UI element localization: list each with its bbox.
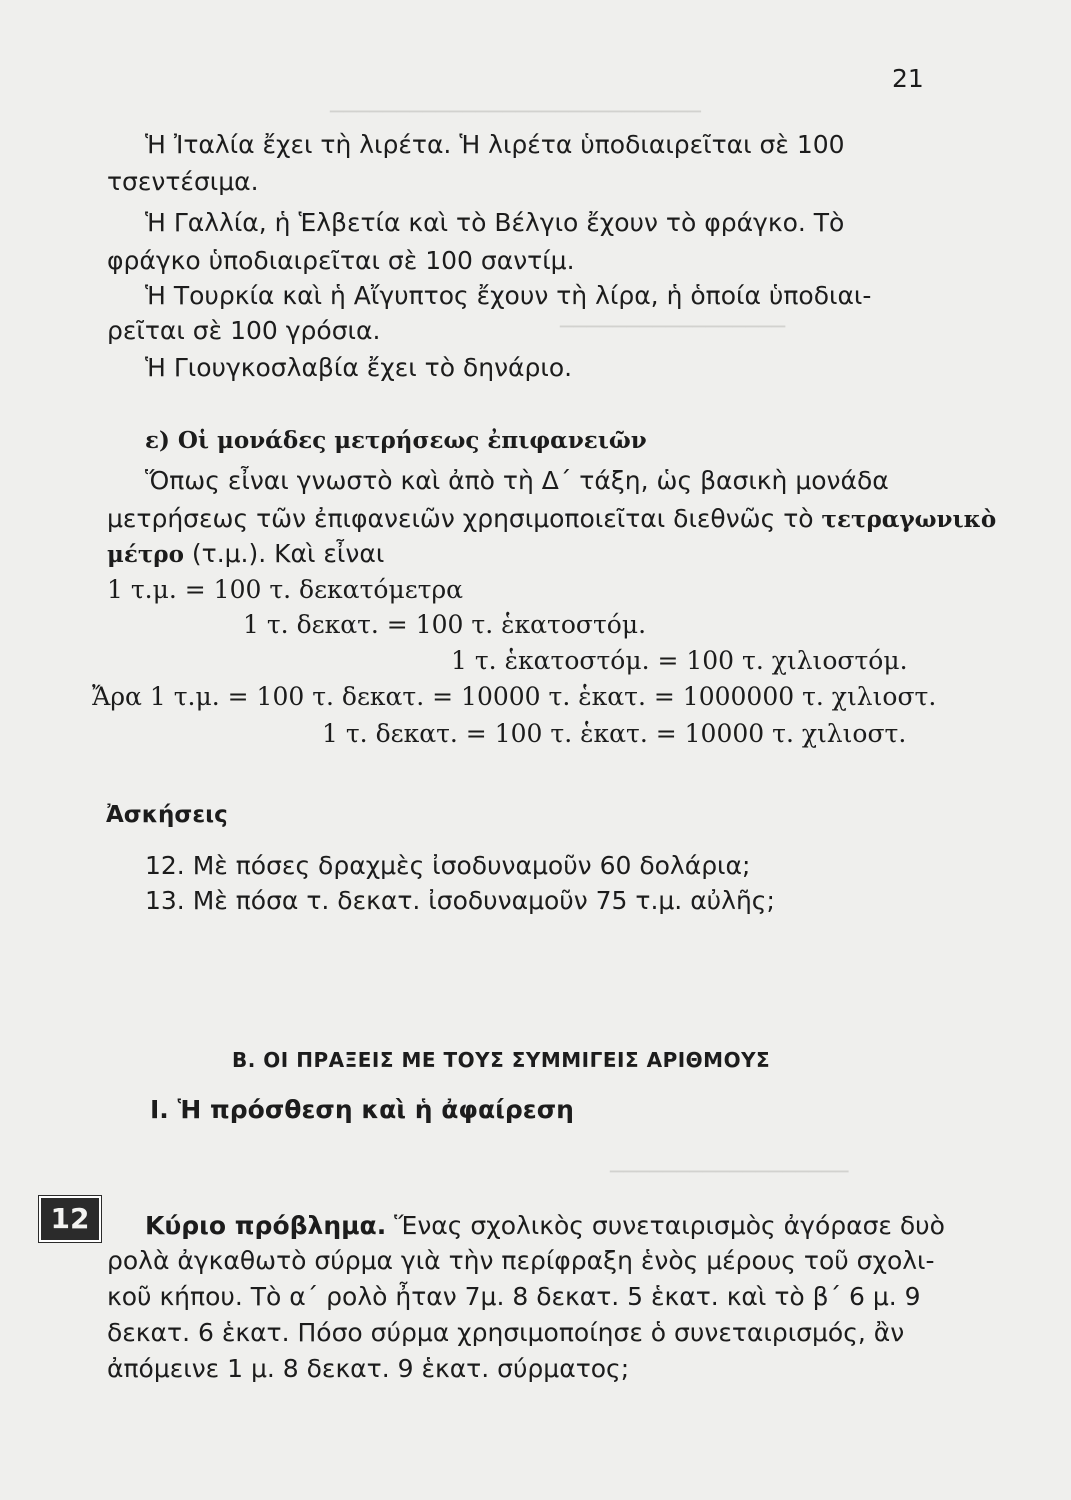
problem-line-4: δεκατ. 6 ἑκατ. Πόσο σύρμα χρησιμοποίησε ὁ συνεταιρισμός, ἂν (107, 1318, 905, 1347)
paragraph-turkey-line-2: ρεῖται σὲ 100 γρόσια. (107, 316, 381, 345)
equation-4: Ἄρα 1 τ.μ. = 100 τ. δεκατ. = 10000 τ. ἑκατ. = 1000000 τ. χιλιοστ. (92, 682, 937, 711)
section-e-line-3 (107, 538, 384, 571)
problem-line-2: ρολὰ ἀγκαθωτὸ σύρμα γιὰ τὴν περίφραξη ἑνὸς μέρους τοῦ σχολι- (107, 1246, 935, 1275)
paragraph-italy-line-2: τσεντέσιμα. (107, 167, 259, 196)
section-e-line-2-text: μετρήσεως τῶν ἐπιφανειῶν χρησιμοποιεῖται διεθνῶς τὸ (107, 504, 822, 533)
section-e-line-1: Ὅπως εἶναι γνωστὸ καὶ ἀπὸ τὴ Δ΄ τάξη, ὡς βασικὴ μονάδα (145, 466, 889, 495)
equation-1: 1 τ.μ. = 100 τ. δεκατόμετρα (107, 575, 464, 604)
section-e-line-3-text: (τ.μ.). Καὶ εἶναι (183, 539, 385, 568)
ghost-line: ───────────────── (560, 315, 786, 340)
section-e-line-2 (107, 503, 996, 536)
exercises-heading: Ἀσκήσεις (106, 802, 228, 828)
problem-number-badge: 12 (39, 1196, 101, 1242)
ghost-line: ──────────────────────────── (330, 100, 701, 125)
paragraph-france-line-2: φράγκο ὑποδιαιρεῖται σὲ 100 σαντίμ. (107, 246, 575, 275)
section-b-subheading: Ι. Ἡ πρόσθεση καὶ ἡ ἀφαίρεση (150, 1095, 574, 1124)
paragraph-turkey-line-1: Ἡ Τουρκία καὶ ἡ Αἴγυπτος ἔχουν τὴ λίρα, ἡ ὁποία ὑποδιαι- (145, 281, 872, 310)
equation-3: 1 τ. ἑκατοστόμ. = 100 τ. χιλιοστόμ. (451, 646, 908, 675)
paragraph-france-line-1: Ἡ Γαλλία, ἡ Ἑλβετία καὶ τὸ Βέλγιο ἔχουν τὸ φράγκο. Τὸ (145, 208, 845, 237)
bold-term-square: τετραγωνικὸ (821, 506, 997, 533)
problem-label: Κύριο πρόβλημα. (145, 1211, 387, 1240)
paragraph-italy-line-1: Ἡ Ἰταλία ἔχει τὴ λιρέτα. Ἡ λιρέτα ὑποδιαιρεῖται σὲ 100 (145, 130, 845, 159)
exercise-12: 12. Μὲ πόσες δραχμὲς ἰσοδυναμοῦν 60 δολάρια; (145, 851, 751, 880)
problem-line-1 (145, 1210, 945, 1242)
bold-term-metre: μέτρο (107, 541, 184, 568)
problem-line-1-text: Ἕνας σχολικὸς συνεταιρισμὸς ἀγόρασε δυὸ (386, 1211, 945, 1240)
problem-line-5: ἀπόμεινε 1 μ. 8 δεκατ. 9 ἑκατ. σύρματος; (107, 1354, 630, 1383)
exercise-13: 13. Μὲ πόσα τ. δεκατ. ἰσοδυναμοῦν 75 τ.μ. αὐλῆς; (145, 886, 775, 915)
paragraph-yugoslavia: Ἡ Γιουγκοσλαβία ἔχει τὸ δηνάριο. (145, 353, 573, 382)
section-e-heading: ε) Οἱ μονάδες μετρήσεως ἐπιφανειῶν (145, 427, 647, 454)
equation-2: 1 τ. δεκατ. = 100 τ. ἑκατοστόμ. (243, 610, 647, 639)
problem-line-3: κοῦ κήπου. Τὸ α΄ ρολὸ ἦταν 7μ. 8 δεκατ. 5 ἑκατ. καὶ τὸ β΄ 6 μ. 9 (107, 1282, 921, 1311)
equation-5: 1 τ. δεκατ. = 100 τ. ἑκατ. = 10000 τ. χιλιοστ. (322, 719, 907, 748)
page-number: 21 (892, 64, 924, 93)
ghost-line: ────────────────── (610, 1160, 849, 1185)
section-b-heading: Β. ΟΙ ΠΡΑΞΕΙΣ ΜΕ ΤΟΥΣ ΣΥΜΜΙΓΕΙΣ ΑΡΙΘΜΟΥΣ (232, 1048, 771, 1072)
